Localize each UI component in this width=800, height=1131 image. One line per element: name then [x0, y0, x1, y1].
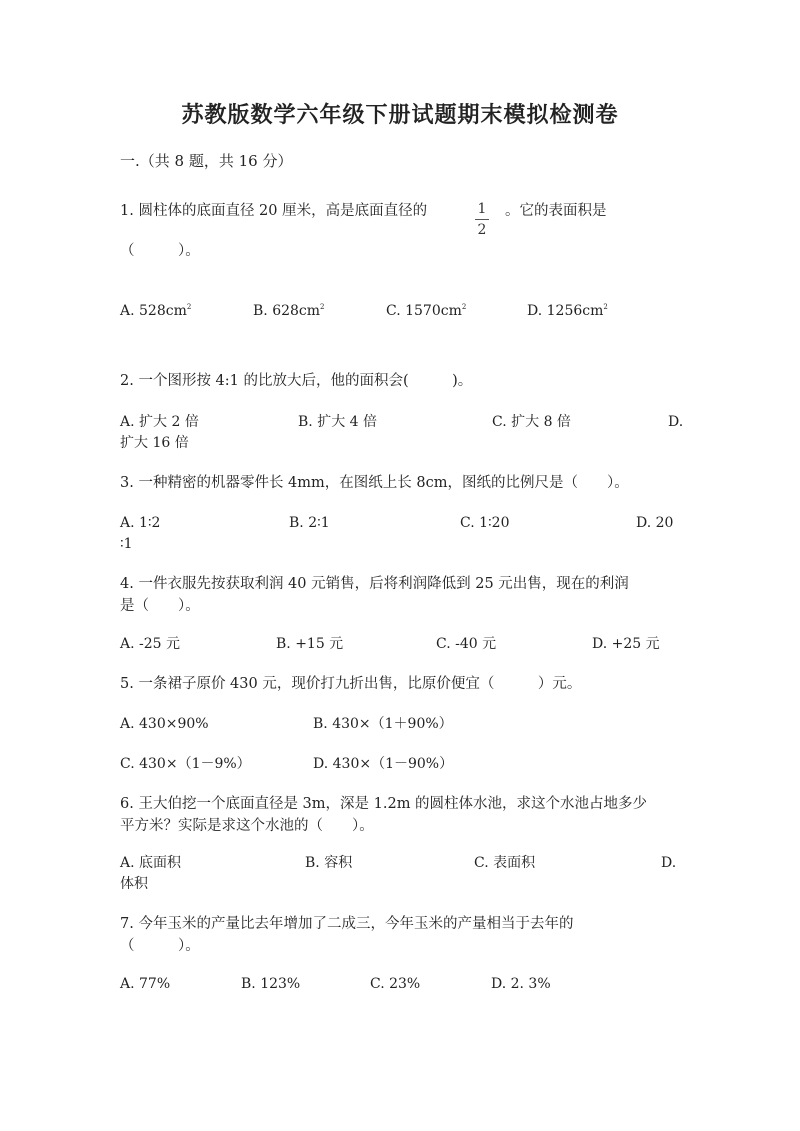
- q7-stem-line2: （ ）。: [120, 938, 200, 954]
- q2-option-b[interactable]: B. 扩大 4 倍: [298, 414, 377, 430]
- q1-option-c-exponent: 2: [461, 303, 467, 311]
- q6-stem-line2: 平方米？实际是求这个水池的（ ）。: [120, 818, 374, 834]
- page-title: 苏教版数学六年级下册试题期末模拟检测卷: [181, 102, 619, 128]
- q6-option-d-label[interactable]: D.: [661, 855, 677, 871]
- q1-option-d-text: D. 1256cm: [527, 303, 604, 319]
- q1-option-c-text: C. 1570cm: [386, 303, 462, 319]
- q1-option-a[interactable]: [120, 296, 191, 322]
- q3-stem: 3. 一种精密的机器零件长 4mm，在图纸上长 8cm，图纸的比例尺是（ ）。: [120, 475, 629, 491]
- q4-option-b[interactable]: B. +15 元: [276, 636, 344, 652]
- q4-option-d[interactable]: D. +25 元: [592, 636, 660, 652]
- q1-option-a-text: A. 528cm: [120, 303, 187, 319]
- q5-option-b[interactable]: B. 430×（1＋90%）: [313, 716, 453, 732]
- q4-option-a[interactable]: A. -25 元: [120, 636, 181, 652]
- q2-option-c[interactable]: C. 扩大 8 倍: [492, 414, 571, 430]
- q1-fraction-numerator: 1: [477, 201, 487, 217]
- q1-option-b[interactable]: [253, 296, 325, 322]
- q1-option-d-exponent: 2: [603, 303, 608, 311]
- q1-fraction-bar: [475, 219, 489, 220]
- q7-stem-line1: 7. 今年玉米的产量比去年增加了二成三，今年玉米的产量相当于去年的: [120, 916, 574, 932]
- q2-option-d-label[interactable]: D.: [668, 414, 684, 430]
- q1-option-a-exponent: 2: [186, 303, 192, 311]
- q3-option-a[interactable]: A. 1∶2: [120, 515, 161, 531]
- q6-option-a[interactable]: A. 底面积: [120, 855, 182, 871]
- q1-option-c[interactable]: [386, 296, 466, 322]
- q3-option-c[interactable]: C. 1∶20: [460, 515, 510, 531]
- q6-option-c[interactable]: C. 表面积: [474, 855, 536, 871]
- q4-stem-line1: 4. 一件衣服先按获取利润 40 元销售，后将利润降低到 25 元出售，现在的利润: [120, 576, 629, 592]
- q1-fraction-denominator: 2: [477, 222, 487, 238]
- q1-stem-part2: 。它的表面积是: [505, 203, 607, 219]
- q6-option-d-text[interactable]: 体积: [120, 876, 148, 892]
- q7-option-a[interactable]: A. 77%: [120, 976, 171, 992]
- q5-option-d[interactable]: D. 430×（1－90%）: [313, 756, 454, 772]
- q6-option-b[interactable]: B. 容积: [305, 855, 353, 871]
- q1-stem-part1: 1. 圆柱体的底面直径 20 厘米，高是底面直径的: [120, 203, 428, 219]
- q7-option-d[interactable]: D. 2. 3%: [491, 976, 551, 992]
- q2-option-a[interactable]: A. 扩大 2 倍: [120, 414, 199, 430]
- q3-option-b[interactable]: B. 2∶1: [289, 515, 330, 531]
- q5-option-c[interactable]: C. 430×（1－9%）: [120, 756, 251, 772]
- q7-option-c[interactable]: C. 23%: [370, 976, 421, 992]
- q3-option-d-label[interactable]: D. 20: [636, 515, 674, 531]
- q2-option-d-text[interactable]: 扩大 16 倍: [120, 435, 189, 451]
- q4-option-c[interactable]: C. -40 元: [436, 636, 497, 652]
- q3-option-d-text[interactable]: ∶1: [120, 536, 133, 552]
- q4-stem-line2: 是（ ）。: [120, 598, 200, 614]
- q6-stem-line1: 6. 王大伯挖一个底面直径是 3m，深是 1.2m 的圆柱体水池，求这个水池占地多少: [120, 796, 648, 812]
- q5-stem: 5. 一条裙子原价 430 元，现价打九折出售，比原价便宜（ ）元。: [120, 676, 582, 692]
- q5-option-a[interactable]: A. 430×90%: [120, 716, 209, 732]
- q1-option-b-exponent: 2: [320, 303, 325, 311]
- q1-fraction: [474, 200, 490, 239]
- q1-option-d[interactable]: [527, 296, 608, 322]
- q7-option-b[interactable]: B. 123%: [241, 976, 301, 992]
- section-heading: 一.（共 8 题，共 16 分）: [120, 152, 293, 170]
- q1-stem-blank: （ ）。: [120, 243, 200, 259]
- q2-stem: 2. 一个图形按 4:1 的比放大后，他的面积会( )。: [120, 373, 473, 389]
- q1-option-b-text: B. 628cm: [253, 303, 321, 319]
